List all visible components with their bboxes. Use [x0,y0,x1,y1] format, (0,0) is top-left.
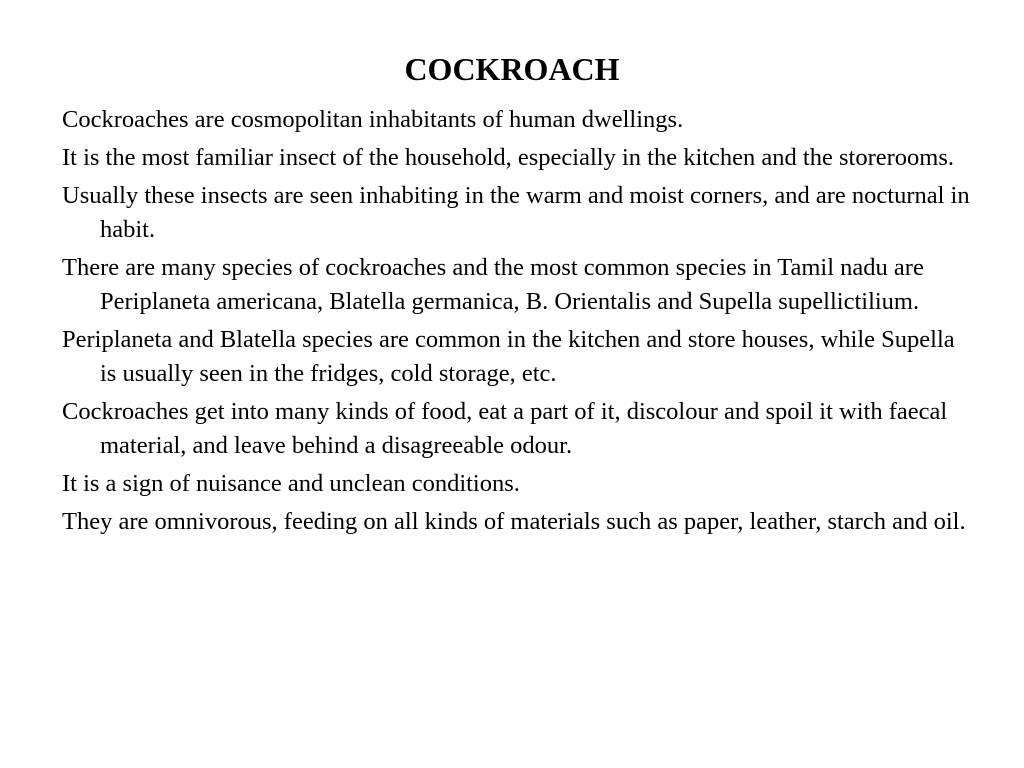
paragraph: It is the most familiar insect of the household, especially in the kitchen and the storerooms. [62,144,954,171]
slide-title: COCKROACH [404,51,620,87]
paragraph: They are omnivorous, feeding on all kinds of materials such as paper, leather, starch and oil. [62,508,966,535]
paragraph: Usually these insects are seen inhabiting in the warm and moist corners, and are nocturnal in habit. [62,182,970,243]
paragraph: Periplaneta and Blatella species are common in the kitchen and store houses, while Supella is usually seen in the fridges, cold storage, etc. [62,326,955,387]
paragraph: It is a sign of nuisance and unclean conditions. [62,470,520,497]
paragraph: There are many species of cockroaches and the most common species in Tamil nadu are Periplaneta americana, Blatella germanica, B. Orientalis and Supella supellictilium. [62,254,924,315]
paragraph: Cockroaches are cosmopolitan inhabitants of human dwellings. [62,106,684,133]
paragraph: Cockroaches get into many kinds of food, eat a part of it, discolour and spoil it with faecal material, and leave behind a disagreeable odour. [62,398,948,459]
slide-body [62,103,972,543]
